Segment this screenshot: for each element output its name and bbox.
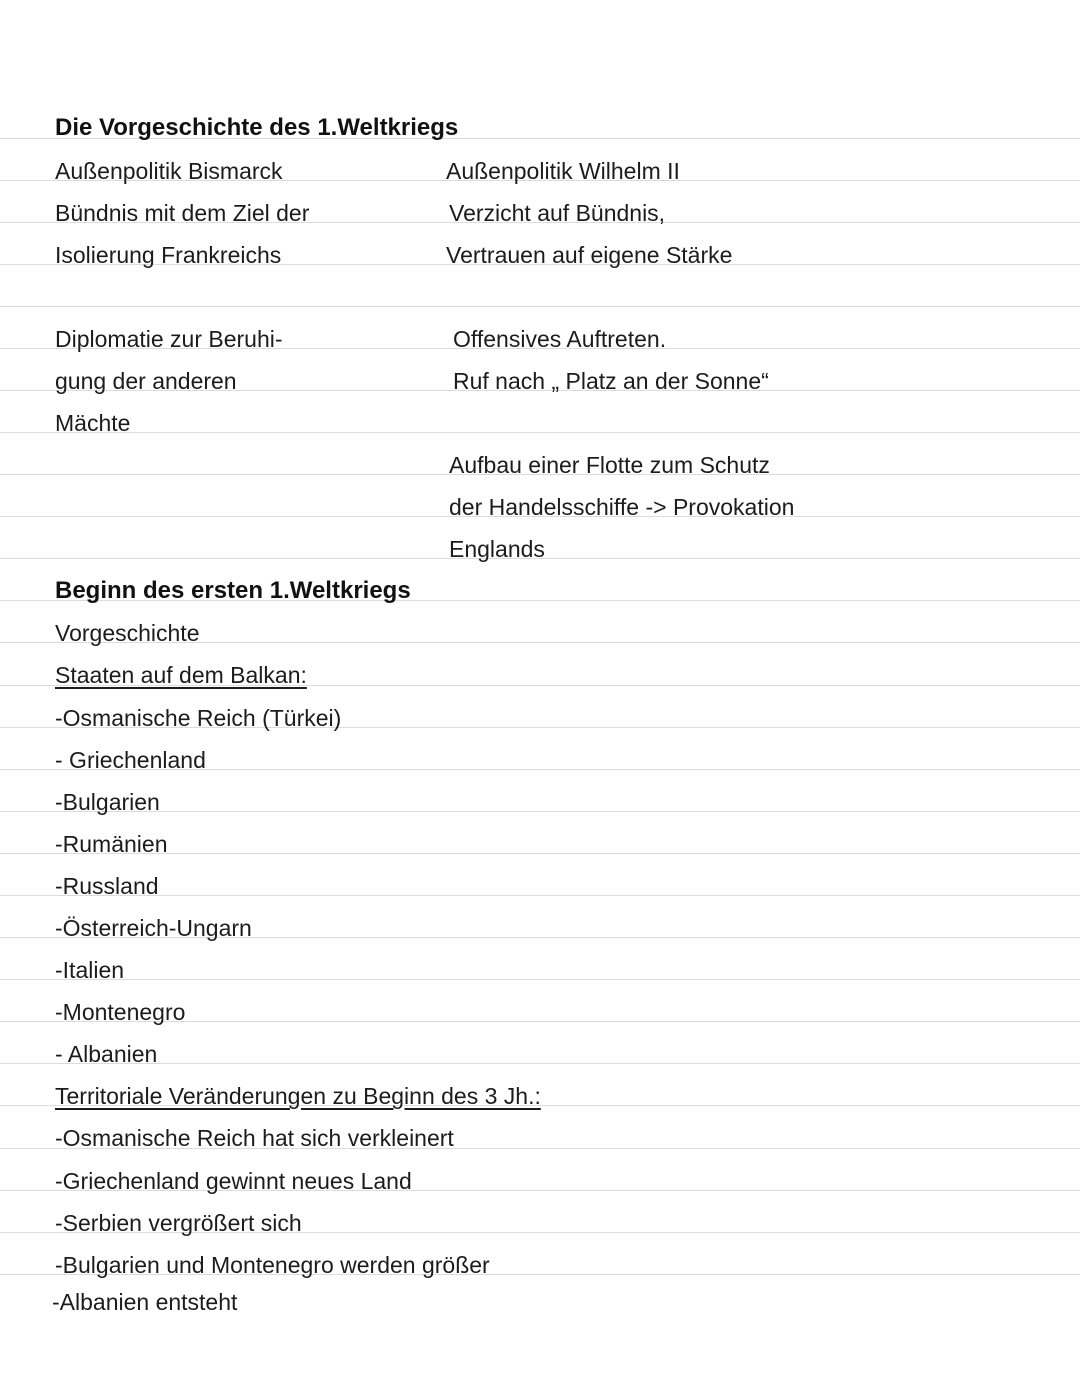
list-item: -Montenegro <box>55 999 186 1025</box>
right-column-line: Aufbau einer Flotte zum Schutz <box>449 452 770 478</box>
list-item: -Russland <box>55 873 159 899</box>
left-column-line: Mächte <box>55 410 131 436</box>
list-item: -Bulgarien und Montenegro werden größer <box>55 1252 490 1278</box>
rule-line <box>0 432 1080 433</box>
rule-line <box>0 811 1080 812</box>
right-column-line: Ruf nach „ Platz an der Sonne“ <box>453 368 769 394</box>
right-column-heading: Außenpolitik Wilhelm II <box>446 158 680 184</box>
left-column-line: Isolierung Frankreichs <box>55 242 282 268</box>
list-item: -Bulgarien <box>55 789 160 815</box>
section2-subtitle: Vorgeschichte <box>55 620 200 646</box>
territorial-heading: Territoriale Veränderungen zu Beginn des 3 Jh.: <box>55 1083 541 1109</box>
left-column-heading: Außenpolitik Bismarck <box>55 158 283 184</box>
right-column-line: der Handelsschiffe -> Provokation <box>449 494 795 520</box>
left-column-line: Bündnis mit dem Ziel der <box>55 200 310 226</box>
list-item: - Griechenland <box>55 747 206 773</box>
rule-line <box>0 979 1080 980</box>
section1-title: Die Vorgeschichte des 1.Weltkriegs <box>55 114 459 141</box>
list-item: -Serbien vergrößert sich <box>55 1210 302 1236</box>
right-column-line: Englands <box>449 536 545 562</box>
rule-line <box>0 895 1080 896</box>
left-column-line: gung der anderen <box>55 368 237 394</box>
list-item: -Osmanische Reich hat sich verkleinert <box>55 1125 454 1151</box>
rule-line <box>0 306 1080 307</box>
right-column-line: Verzicht auf Bündnis, <box>449 200 666 226</box>
list-item: -Osmanische Reich (Türkei) <box>55 705 342 731</box>
rule-line <box>0 1063 1080 1064</box>
section2-title: Beginn des ersten 1.Weltkriegs <box>55 577 411 604</box>
list-item: - Albanien <box>55 1041 158 1067</box>
list-item: -Italien <box>55 957 125 983</box>
list-item: -Österreich-Ungarn <box>55 915 252 941</box>
balkan-heading: Staaten auf dem Balkan: <box>55 662 307 688</box>
list-item: -Griechenland gewinnt neues Land <box>55 1168 412 1194</box>
right-column-line: Vertrauen auf eigene Stärke <box>446 242 733 268</box>
list-item: -Rumänien <box>55 831 168 857</box>
list-item: -Albanien entsteht <box>52 1289 238 1315</box>
right-column-line: Offensives Auftreten. <box>453 326 667 352</box>
left-column-line: Diplomatie zur Beruhi- <box>55 326 283 352</box>
